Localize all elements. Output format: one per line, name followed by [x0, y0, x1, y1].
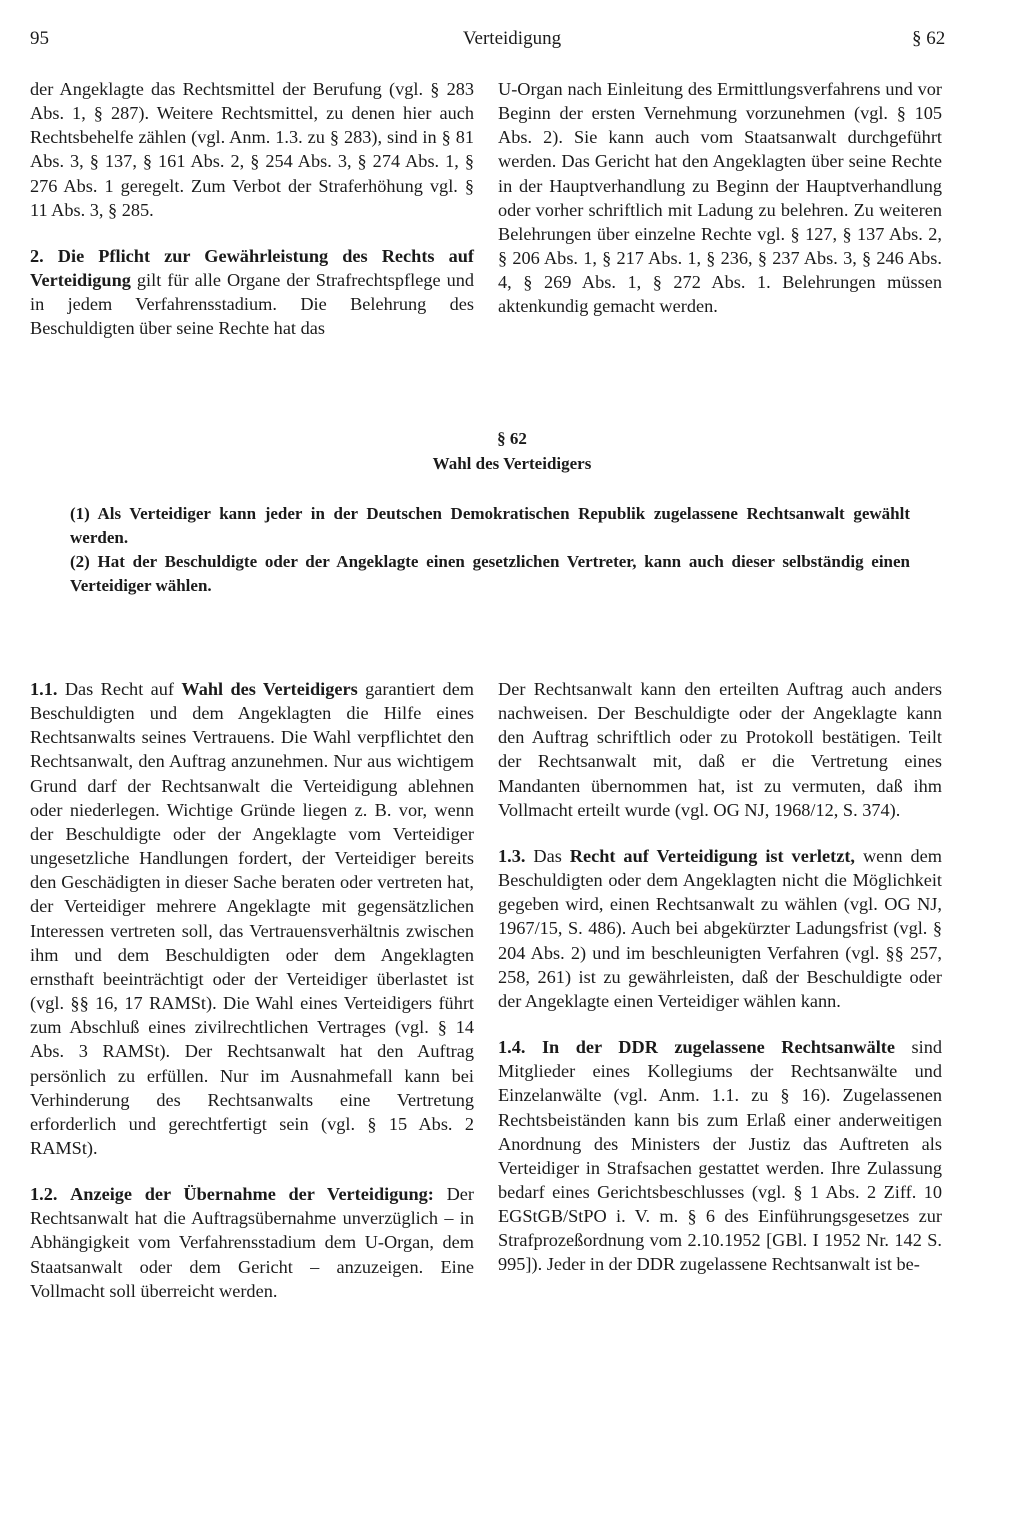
- text-segment: U-Organ nach Einleitung des Ermittlungsverfahrens und vor Beginn der ersten Vernehmung vorzunehmen (vgl. § 105 Abs. 2). Sie kann auch vom Staatsanwalt durchgeführt werden. Das Gericht hat den Angeklagten über seine Rechte in der Hauptverhandlung zu Beginn der Hauptverhandlung oder vorher schriftlich mit Ladung zu belehren. Zu weiteren Belehrungen über einzelne Rechte vgl. § 127, § 137 Abs. 2, § 206 Abs. 1, § 217 Abs. 1, § 236, § 237 Abs. 3, § 246 Abs. 4, § 269 Abs. 1, § 272 Abs. 1. Belehrungen müssen aktenkundig gemacht werden.: [498, 79, 942, 317]
- bold-text-segment: Wahl des Verteidigers: [181, 679, 358, 699]
- paragraph: [498, 677, 942, 822]
- paragraph: [30, 1182, 474, 1303]
- paragraph: [30, 244, 474, 341]
- bold-text-segment: 1.4.: [498, 1037, 526, 1058]
- statute-clause-1: (1) Als Verteidiger kann jeder in der Deutschen Demokratischen Republik zugelassene Rechtsanwalt gewählt werden.: [70, 504, 910, 547]
- text-segment: Der Rechtsanwalt hat die Auftragsübernahme unverzüglich – in Abhängigkeit vom Verfahrensstadium dem U-Organ, dem Staatsanwalt oder dem Gericht – anzuzeigen. Eine Vollmacht soll überreicht werden.: [30, 1184, 474, 1301]
- bold-text-segment: 1.3.: [498, 845, 526, 866]
- paragraph: [30, 677, 474, 1160]
- paragraph: [498, 844, 942, 1013]
- text-segment: wenn dem Beschuldigten oder dem Angeklagten nicht die Möglichkeit gegeben wird, einen Rechtsanwalt zu wählen (vgl. OG NJ, 1967/15, S. 486). Auch bei abgekürzter Ladungsfrist (vgl. § 204 Abs. 2) und im beschleunigten Verfahren (vgl. §§ 257, 258, 261) ist zu gewährleisten, daß der Beschuldigte oder der Angeklagte einen Verteidiger wählen kann.: [498, 845, 942, 1011]
- top-right-column: [498, 77, 942, 319]
- paragraph: [498, 77, 942, 319]
- page-header: [0, 28, 1024, 58]
- bottom-left-column: [30, 677, 474, 1303]
- text-segment: der Angeklagte das Rechtsmittel der Berufung (vgl. § 283 Abs. 1, § 287). Weitere Rechtsmittel, zu denen hier auch Rechtsbehelfe zählen (vgl. Anm. 1.3. zu § 283), sind in § 81 Abs. 3, § 137, § 161 Abs. 2, § 254 Abs. 3, § 274 Abs. 1, § 276 Abs. 1 geregelt. Zum Verbot der Straferhöhung vgl. § 11 Abs. 3, § 285.: [30, 79, 474, 220]
- paragraph: [30, 77, 474, 222]
- bold-text-segment: Pflicht zur Gewährleistung des Rechts auf Verteidigung: [30, 245, 474, 291]
- page-number: 95: [30, 28, 49, 49]
- section-title: Wahl des Verteidigers: [432, 454, 592, 473]
- text-segment: [525, 1037, 542, 1057]
- text-segment: sind Mitglieder eines Kollegiums der Rechtsanwälte und Einzelanwälte (vgl. Anm. 1.1. zu § 16). Zugelassenen Rechtsbeiständen kann bis zum Erlaß einer anderweitigen Anordnung des Ministers der Justiz das Auftreten als Verteidiger in Strafsachen gestattet werden. Ihre Zulassung bedarf eines Gerichtsbeschlusses (vgl. § 1 Abs. 2 Ziff. 10 EGStGB/StPO i. V. m. § 6 des Einführungsgesetzes zur Strafprozeßordnung vom 2.10.1952 [GBl. I 1952 Nr. 142 S. 995]). Jeder in der DDR zugelassene Rechtsanwalt ist be-: [498, 1037, 942, 1275]
- bold-text-segment: In der DDR zugelassene Rechtsanwälte: [541, 1037, 896, 1058]
- text-segment: [57, 1184, 70, 1204]
- header-section-ref: § 62: [912, 28, 946, 49]
- bold-text-segment: 1.2.: [30, 1184, 58, 1205]
- bold-text-segment: 2. Die: [30, 245, 99, 266]
- statute-text: [70, 502, 910, 598]
- bold-text-segment: Recht auf Verteidigung ist verletzt,: [569, 845, 855, 866]
- text-segment: Der Rechtsanwalt kann den erteilten Auftrag auch anders nachweisen. Der Beschuldigte oder der Angeklagte kann den Auftrag schriftlich oder zu Protokoll bestätigen. Teilt der Rechtsanwalt mit, daß er die Vertretung eines Mandanten übernommen hat, ist zu vermuten, daß ihm Vollmacht erteilt wurde (vgl. OG NJ, 1968/12, S. 374).: [498, 679, 942, 820]
- text-segment: gilt für alle Organe der Strafrechtspflege und in jedem Verfahrensstadium. Die Belehrung des Beschuldigten über seine Rechte hat das: [30, 270, 474, 339]
- running-title: Verteidigung: [462, 28, 562, 49]
- text-segment: Das: [525, 845, 570, 866]
- statute-clause-2: (2) Hat der Beschuldigte oder der Angeklagte einen gesetzlichen Vertreter, kann auch dieser selbständig einen Verteidiger wählen.: [70, 552, 910, 595]
- section-number: § 62: [497, 429, 527, 448]
- text-segment: Das Recht auf: [57, 679, 182, 699]
- paragraph: [498, 1035, 942, 1277]
- top-left-column: [30, 77, 474, 341]
- text-segment: garantiert dem Beschuldigten und dem Angeklagten die Hilfe eines Rechtsanwalts seines Vertrauens. Die Wahl verpflichtet den Rechtsanwalt, den Auftrag anzunehmen. Nur aus wichtigem Grund darf der Rechtsanwalt die Verteidigung ablehnen oder niederlegen. Wichtige Gründe liegen z. B. vor, wenn der Beschuldigte oder der Angeklagte vom Verteidiger ungesetzliche Handlungen fordert, der Verteidiger bereits den Geschädigten in dieser Sache beraten oder vertreten hat, der Verteidiger mehrere Angeklagte mit gegensätzlichen Interessen vertreten soll, das Vertrauensverhältnis zwischen ihm und dem Beschuldigten oder dem Angeklagten ernsthaft beeinträchtigt oder der Verteidiger überlastet ist (vgl. §§ 16, 17 RAMSt). Die Wahl eines Verteidigers führt zum Abschluß eines zivilrechtlichen Vertrages (vgl. § 14 Abs. 3 RAMSt). Der Rechtsanwalt hat den Auftrag persönlich zu erfüllen. Nur im Ausnahmefall kann bei Verhinderung des Rechtsanwalts eine Vertretung erforderlich und gerechtfertigt sein (vgl. § 15 Abs. 2 RAMSt).: [30, 679, 474, 1158]
- bottom-right-column: [498, 677, 942, 1277]
- section-heading: [0, 426, 1024, 476]
- bold-text-segment: Anzeige der Übernahme der Verteidigung:: [70, 1184, 434, 1205]
- bold-text-segment: 1.1.: [30, 679, 58, 699]
